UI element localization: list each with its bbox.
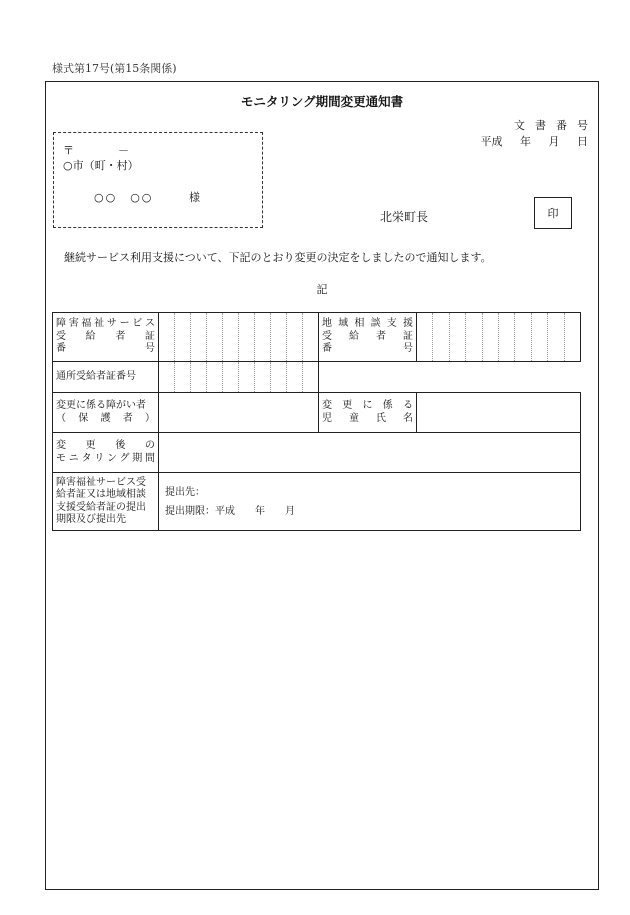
- daycare-cert-number-label: 通所受給者証番号: [53, 362, 159, 393]
- label-line: 障害福祉サービス受: [56, 476, 146, 488]
- table-row: [53, 393, 581, 433]
- seal-box: [534, 197, 572, 229]
- new-period-label: [53, 433, 159, 473]
- child-name-value: [417, 393, 581, 433]
- date-era: 平成: [480, 135, 503, 148]
- table-row: [53, 313, 581, 362]
- date-day-unit: 日: [577, 135, 588, 148]
- table-row: [53, 433, 581, 473]
- label-line: 番 号: [322, 343, 413, 355]
- address-box: [53, 132, 263, 228]
- table-row: [53, 362, 581, 393]
- label-line: 変更に係る障がい者: [56, 400, 146, 411]
- table-row: [53, 473, 581, 531]
- child-name-label: [319, 393, 417, 433]
- document-number-label: 文書番号: [514, 119, 598, 132]
- date-year-unit: 年: [520, 135, 532, 148]
- recipient-honorific: 様: [189, 191, 200, 204]
- issue-date: [481, 133, 588, 149]
- recipient-city: ○市（町・村）: [63, 159, 139, 172]
- consult-cert-number-cells: [417, 313, 581, 362]
- postal-dash: －: [118, 144, 129, 157]
- label-line: 変 更 後 の: [56, 440, 155, 451]
- empty-cell: [319, 362, 581, 393]
- new-period-value: [159, 433, 581, 473]
- seal-label: 印: [547, 207, 559, 220]
- service-cert-number-label: [53, 313, 159, 362]
- submission-value: [159, 473, 581, 531]
- document-frame: [45, 81, 599, 890]
- label-line: 給者証又は地域相談: [56, 489, 146, 500]
- label-line: 期限及び提出先: [56, 514, 126, 525]
- submit-deadline: 提出期限：平成 年 月: [165, 505, 295, 517]
- label-line: 受 給 者 証: [322, 330, 413, 342]
- details-table: [52, 312, 581, 531]
- label-line: （ 保 護 者 ）: [56, 412, 155, 424]
- label-line: 受 給 者 証: [56, 330, 155, 342]
- recipient-name: ○○ ○○: [94, 191, 154, 204]
- date-month-unit: 月: [548, 135, 560, 148]
- postal-mark: 〒: [63, 144, 74, 157]
- disabled-person-value: [159, 393, 319, 433]
- submit-to: 提出先：: [165, 486, 205, 498]
- daycare-cert-number-cells: [159, 362, 319, 393]
- label-line: 変更に係る: [322, 400, 413, 411]
- disabled-person-label: [53, 393, 159, 433]
- label-line: モニタリング期間: [56, 452, 155, 464]
- notice-body: 継続サービス利用支援について、下記のとおり変更の決定をしましたので通知します。: [64, 251, 492, 264]
- label-line: 障害福祉サービス: [56, 318, 155, 330]
- ki-heading: 記: [316, 283, 328, 296]
- service-cert-number-cells: [159, 313, 319, 362]
- consult-cert-number-label: [319, 313, 417, 362]
- label-line: 地域相談支援: [322, 318, 413, 330]
- label-line: 児童氏名: [322, 412, 413, 424]
- issuer-name: 北栄町長: [380, 210, 429, 224]
- document-title: モニタリング期間変更通知書: [240, 94, 404, 109]
- label-line: 支援受給者証の提出: [56, 501, 146, 513]
- label-line: 番 号: [56, 343, 155, 355]
- submission-label: [53, 473, 159, 531]
- form-code: 様式第17号(第15条関係): [52, 62, 177, 75]
